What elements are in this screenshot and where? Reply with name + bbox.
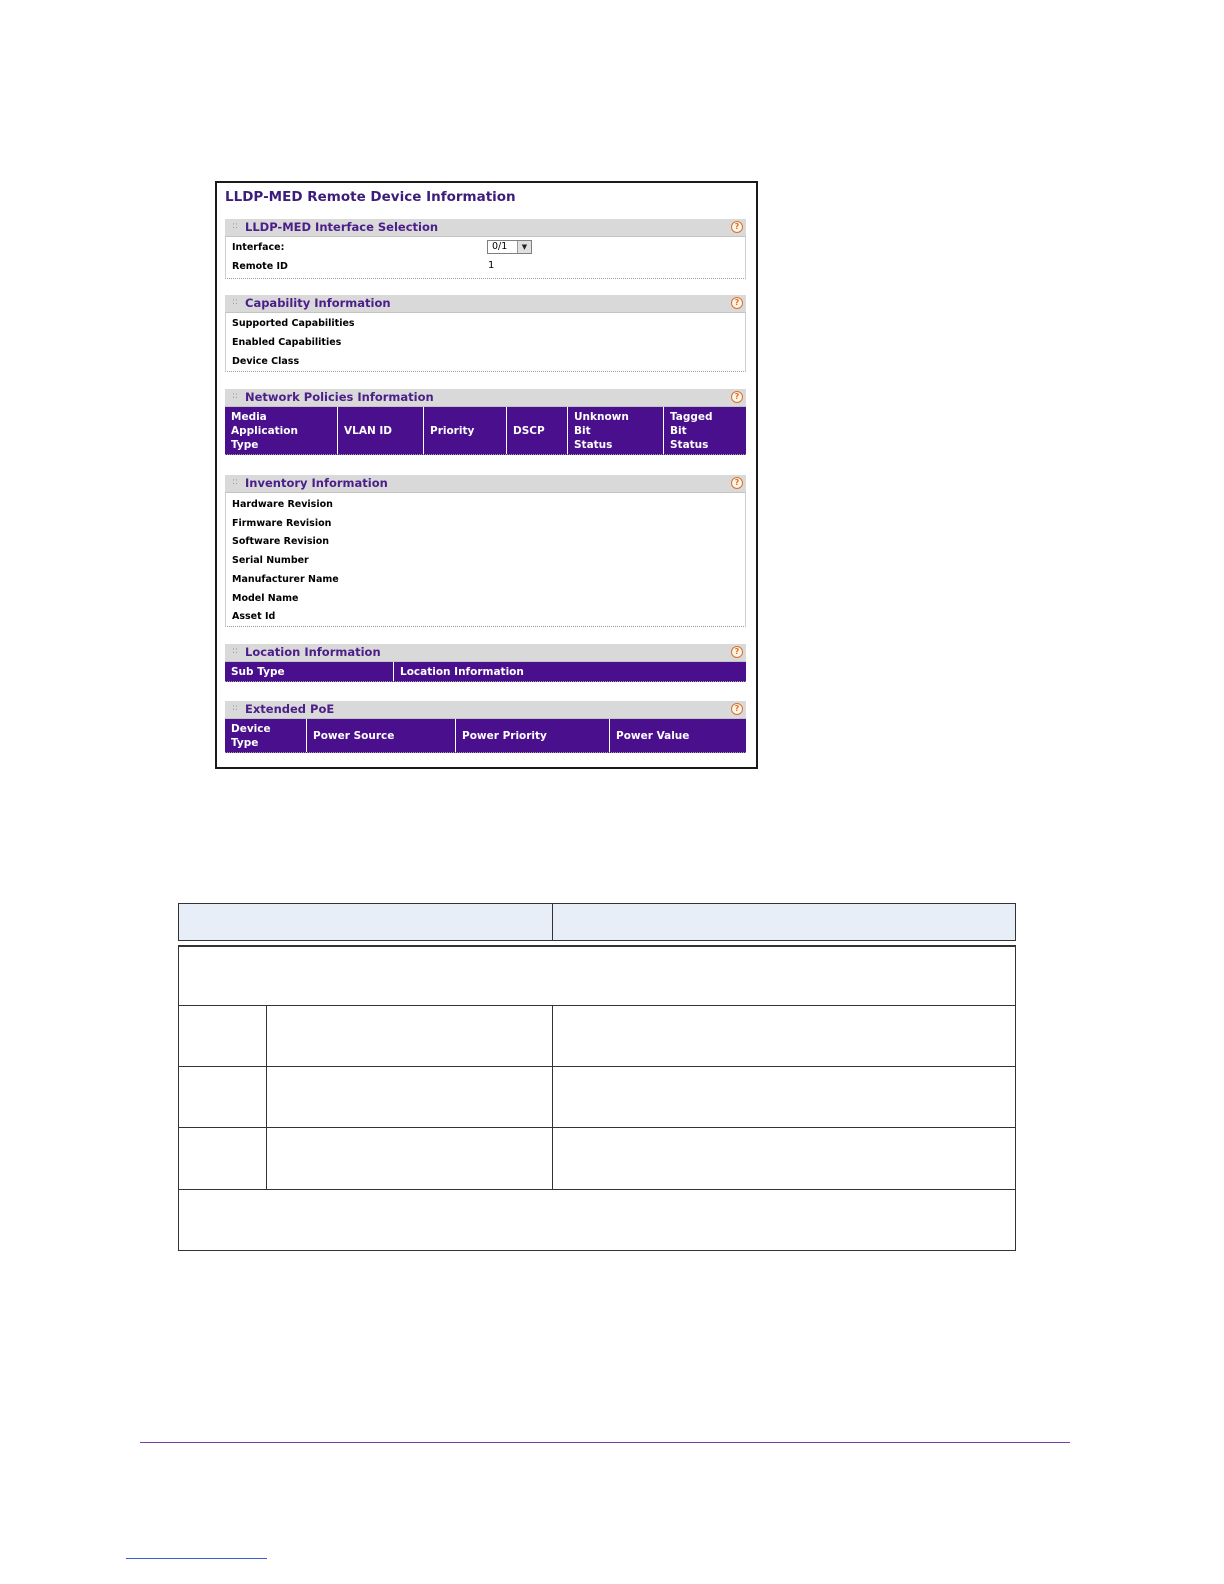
drag-handle-icon: ::: [232, 391, 239, 401]
col-vlan-id: [338, 407, 424, 454]
col-media-application-type: [225, 407, 338, 454]
section-title: Capability Information: [245, 296, 391, 310]
table-row: [552, 1127, 1016, 1190]
table-row: [552, 1066, 1016, 1128]
table-row: [178, 1005, 267, 1067]
help-icon[interactable]: ?: [731, 703, 743, 715]
section-title: Network Policies Information: [245, 390, 434, 404]
col-sub-type: [225, 662, 394, 681]
column-label: Power Value: [616, 729, 690, 742]
remote-id-value: 1: [488, 260, 495, 271]
inventory-section: [225, 475, 746, 627]
col-power-source: [307, 719, 456, 752]
column-label: Sub Type: [231, 665, 285, 678]
column-label: VLAN ID: [344, 424, 393, 437]
section-title: Inventory Information: [245, 476, 388, 490]
enabled-capabilities-label: Enabled Capabilities: [232, 337, 342, 348]
location-table-header: [225, 662, 746, 682]
remote-id-label: Remote ID: [232, 261, 288, 272]
column-label: Power Priority: [462, 729, 547, 742]
lldp-med-remote-device-screenshot: [215, 181, 758, 769]
interface-selection-header: [225, 219, 746, 237]
hardware-revision-label: Hardware Revision: [232, 499, 333, 510]
chevron-down-icon[interactable]: ▼: [517, 241, 531, 253]
column-label: Media Application Type: [231, 410, 298, 451]
col-priority: [424, 407, 507, 454]
column-label: Power Source: [313, 729, 395, 742]
table-row: [266, 1066, 553, 1128]
interface-select[interactable]: [487, 240, 532, 254]
device-class-label: Device Class: [232, 356, 300, 367]
field-description-table: [178, 903, 1016, 1251]
footer-link-underline[interactable]: [126, 1558, 267, 1559]
section-title: Location Information: [245, 645, 381, 659]
asset-id-label: Asset Id: [232, 611, 276, 622]
help-icon[interactable]: ?: [731, 221, 743, 233]
interface-selection-body: [225, 237, 746, 279]
network-policies-section: [225, 389, 746, 455]
help-icon[interactable]: ?: [731, 646, 743, 658]
network-policies-header: [225, 389, 746, 407]
help-icon[interactable]: ?: [731, 477, 743, 489]
col-tagged-bit-status: [664, 407, 746, 454]
drag-handle-icon: ::: [232, 297, 239, 307]
column-label: Device Type: [231, 722, 271, 749]
column-label: Unknown Bit Status: [574, 410, 629, 451]
table-row: [178, 1127, 267, 1190]
extended-poe-table-header: [225, 719, 746, 753]
location-section: [225, 644, 746, 682]
footer-divider: [140, 1442, 1070, 1443]
drag-handle-icon: ::: [232, 703, 239, 713]
capability-header: [225, 295, 746, 313]
extended-poe-section: [225, 701, 746, 753]
table-row: [266, 1005, 553, 1067]
serial-number-label: Serial Number: [232, 555, 309, 566]
section-title: Extended PoE: [245, 702, 335, 716]
table-row: [178, 1066, 267, 1128]
capability-body: [225, 313, 746, 372]
drag-handle-icon: ::: [232, 221, 239, 231]
location-header: [225, 644, 746, 662]
table-header-description: [552, 903, 1016, 941]
interface-selection-section: [225, 219, 746, 279]
page-title: LLDP-MED Remote Device Information: [225, 189, 516, 205]
software-revision-label: Software Revision: [232, 536, 330, 547]
firmware-revision-label: Firmware Revision: [232, 518, 332, 529]
table-row: [552, 1005, 1016, 1067]
drag-handle-icon: ::: [232, 646, 239, 656]
section-title: LLDP-MED Interface Selection: [245, 220, 439, 234]
inventory-body: [225, 493, 746, 627]
network-policies-table-header: [225, 407, 746, 455]
col-device-type: [225, 719, 307, 752]
col-unknown-bit-status: [568, 407, 664, 454]
col-power-value: [610, 719, 746, 752]
table-header-field: [178, 903, 553, 941]
col-power-priority: [456, 719, 610, 752]
help-icon[interactable]: ?: [731, 391, 743, 403]
column-label: Tagged Bit Status: [670, 410, 713, 451]
interface-select-value: 0/1: [492, 241, 508, 252]
col-location-information: [394, 662, 746, 681]
table-section-row: [178, 945, 1016, 1006]
column-label: Priority: [430, 424, 475, 437]
supported-capabilities-label: Supported Capabilities: [232, 318, 355, 329]
inventory-header: [225, 475, 746, 493]
col-dscp: [507, 407, 568, 454]
help-icon[interactable]: ?: [731, 297, 743, 309]
interface-label: Interface:: [232, 242, 285, 253]
column-label: DSCP: [513, 424, 545, 437]
column-label: Location Information: [400, 665, 524, 678]
drag-handle-icon: ::: [232, 477, 239, 487]
table-row: [266, 1127, 553, 1190]
capability-section: [225, 295, 746, 372]
extended-poe-header: [225, 701, 746, 719]
table-footer-row: [178, 1189, 1016, 1251]
manufacturer-name-label: Manufacturer Name: [232, 574, 339, 585]
model-name-label: Model Name: [232, 593, 299, 604]
